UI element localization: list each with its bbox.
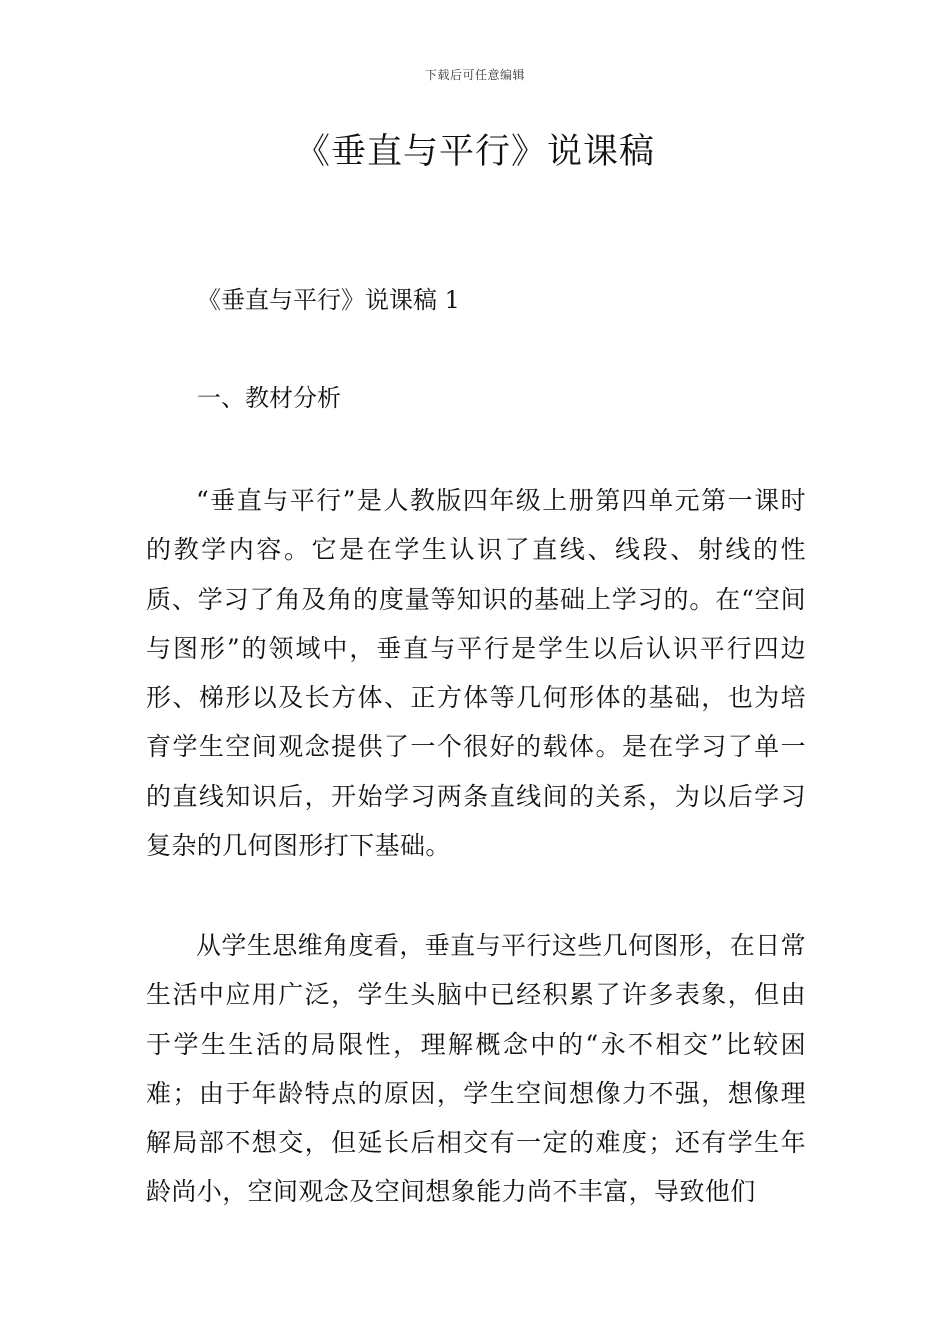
document-subtitle: 《垂直与平行》说课稿 1: [197, 286, 460, 314]
header-note: 下载后可任意编辑: [424, 68, 525, 82]
section-heading: 一、教材分析: [197, 384, 341, 412]
paragraph-2: 从学生思维角度看，垂直与平行这些几何图形，在日常生活中应用广泛，学生头脑中已经积累了许多表象，但由于学生生活的局限性，理解概念中的“永不相交”比较困难；由于年龄特点的原因，学生空间想像力不强，想像理解局部不想交，但延长后相交有一定的难度；还有学生年龄尚小，空间观念及空间想象能力尚不丰富，导致他们: [146, 931, 806, 1207]
document-title: 《垂直与平行》说课稿: [294, 132, 655, 172]
paragraph-1: “垂直与平行”是人教版四年级上册第四单元第一课时的教学内容。它是在学生认识了直线、线段、射线的性质、学习了角及角的度量等知识的基础上学习的。在“空间与图形”的领域中，垂直与平行是学生以后认识平行四边形、梯形以及长方体、正方体等几何形体的基础，也为培育学生空间观念提供了一个很好的载体。是在学习了单一的直线知识后，开始学习两条直线间的关系，为以后学习复杂的几何图形打下基础。: [146, 486, 806, 861]
